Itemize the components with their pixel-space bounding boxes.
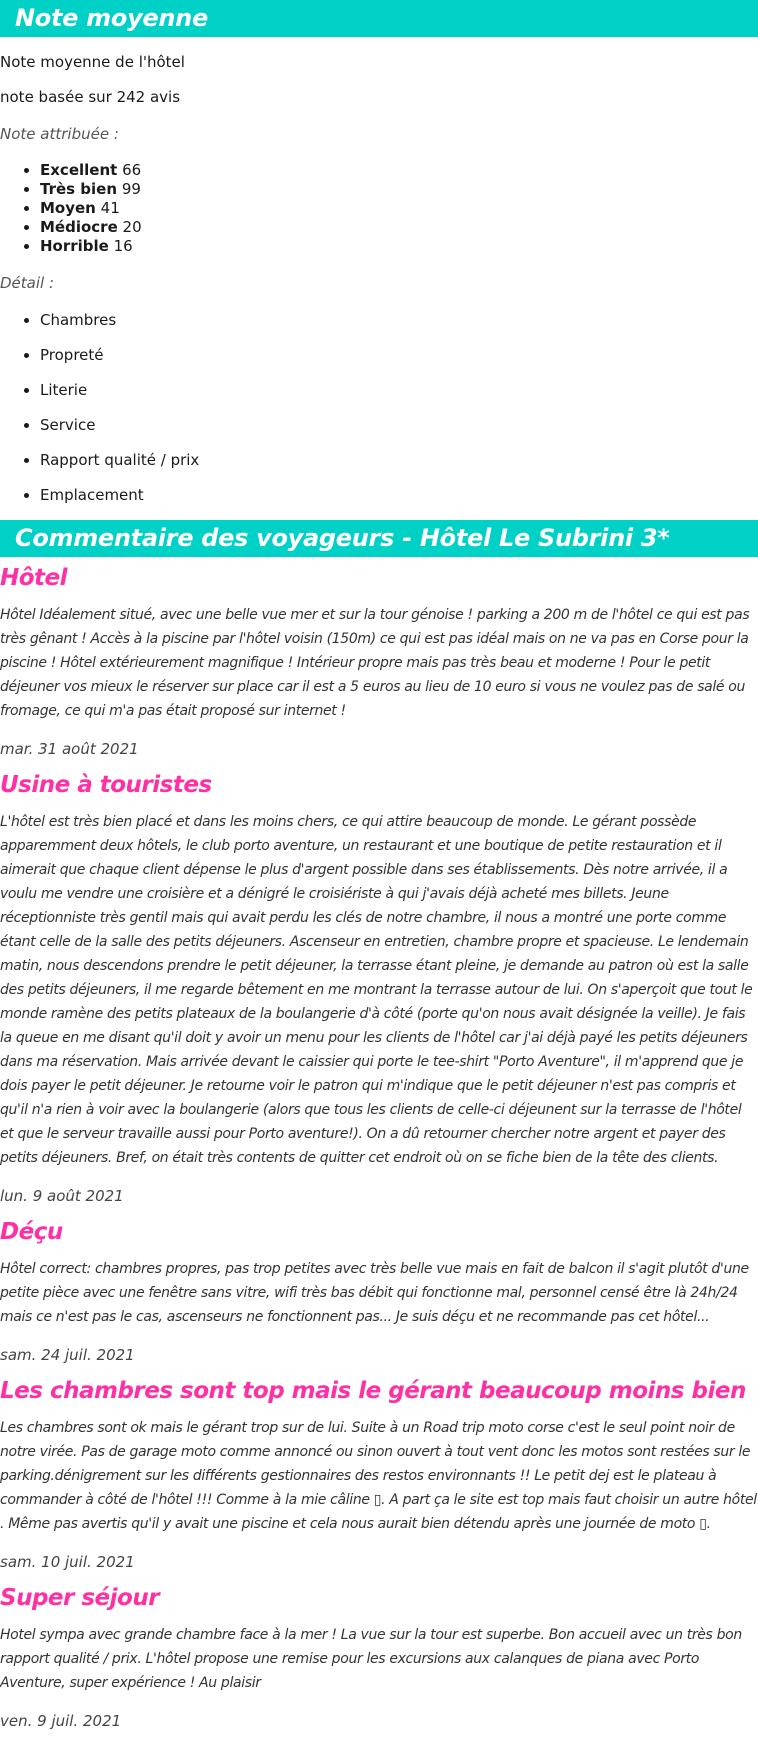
- review-title: Déçu: [0, 1219, 63, 1245]
- rating-name: Excellent: [40, 161, 118, 179]
- detail-item: • Service: [40, 415, 758, 435]
- review-text: Hotel sympa avec grande chambre face à la mer ! La vue sur la tour est superbe. Bon accueil avec un très bon rapport qualité / prix. L'hôtel propose une remise pour les excursions aux calanques de piana avec Porto Aventure, super expérience ! Au plaisir: [0, 1627, 742, 1691]
- rating-name: Horrible: [40, 237, 109, 255]
- detail-item: • Rapport qualité / prix: [40, 450, 758, 470]
- rating-count: 66: [122, 161, 142, 179]
- review-text: Hôtel Idéalement situé, avec une belle vue mer et sur la tour génoise ! parking a 200 m de l'hôtel ce qui est pas très gênant ! Accès à la piscine par l'hôtel voisin (150m) ce qui est pas idéal mais on ne va pas en Corse pour la piscine ! Hôtel extérieurement magnifique ! Intérieur propre mais pas très beau et moderne ! Pour le petit déjeuner vos mieux le réserver sur place car il est a 5 euros au lieu de 10 euro si vous ne voulez pas de salé ou fromage, ce qui m'a pas était proposé sur internet !: [0, 607, 750, 719]
- review-title: Hôtel: [0, 565, 68, 591]
- detail-item: • Emplacement: [40, 485, 758, 505]
- review: [0, 563, 758, 759]
- details-label: Détail :: [0, 274, 55, 292]
- review-text: L'hôtel est très bien placé et dans les moins chers, ce qui attire beaucoup de monde. Le gérant possède apparemment deux hôtels, le club porto aventure, un restaurant et une boutique de petite restauration et il aimerait que chaque client dépense le plus d'argent possible dans ses établissements. Dès notre arrivée, il a voulu me vendre une croisière et a dénigré le croisiériste à qui j'avais déjà acheté mes billets. Jeune réceptionniste très gentil mais qui avait perdu les clés de notre chambre, il nous a montré une porte comme étant celle de la salle des petits déjeuners. Ascenseur en entretien, chambre propre et spacieuse. Le lendemain matin, nous descendons prendre le petit déjeuner, la terrasse étant pleine, je demande au patron où est la salle des petits déjeuners, il me regarde bêtement en me montrant la terrasse autour de lui. On s'aperçoit que tout le monde ramène des petits plateaux de la boulangerie d'à côté (porte qu'on nous avait désignée la veille). Je fais la queue en me disant qu'il doit y avoir un menu pour les clients de l'hôtel car j'ai déjà payé les petits déjeuners dans ma réservation. Mais arrivée devant le caissier qui porte le tee-shirt "Porto Aventure", il m'apprend que je dois payer le petit déjeuner. Je retourne voir le patron qui m'indique que le petit déjeuner n'est pas compris et qu'il n'a rien à voir avec la boulangerie (alors que tous les clients de celle-ci déjeunent sur la terrasse de l'hôtel et que le serveur travaille aussi pour Porto aventure!). On a dû retourner chercher notre argent et payer des petits déjeuners. Bref, on était très contents de quitter cet endroit où on se fiche bien de la tête des clients.: [0, 814, 753, 1166]
- review-date: sam. 10 juil. 2021: [0, 1553, 135, 1571]
- rating-excellent: [40, 161, 758, 180]
- ratings-list: [0, 161, 758, 256]
- review-date: lun. 9 août 2021: [0, 1187, 124, 1205]
- average-rating-section: [0, 0, 758, 505]
- detail-item: • Chambres: [40, 310, 758, 330]
- rating-name: Moyen: [40, 199, 96, 217]
- review-date: sam. 24 juil. 2021: [0, 1346, 135, 1364]
- average-rating-header: Note moyenne: [0, 0, 758, 37]
- detail-item: • Propreté: [40, 345, 758, 365]
- hotel-rating-label: Note moyenne de l'hôtel: [0, 53, 185, 71]
- rating-horrible: [40, 237, 758, 256]
- rating-moyen: [40, 199, 758, 218]
- rating-count: 20: [122, 218, 142, 236]
- review: [0, 1217, 758, 1365]
- details-list: [0, 310, 758, 505]
- rating-name: Médiocre: [40, 218, 118, 236]
- review: [0, 1376, 758, 1572]
- reviews-header: Commentaire des voyageurs - Hôtel Le Subrini 3*: [0, 520, 758, 557]
- review-count-text: note basée sur 242 avis: [0, 88, 181, 106]
- rating-count: 99: [121, 180, 141, 198]
- review-title: Super séjour: [0, 1585, 160, 1611]
- rating-count: 16: [113, 237, 133, 255]
- review-title: Les chambres sont top mais le gérant beaucoup moins bien: [0, 1378, 746, 1404]
- review-title: Usine à touristes: [0, 772, 212, 798]
- review-date: ven. 9 juil. 2021: [0, 1712, 122, 1730]
- reviews-section: [0, 520, 758, 1731]
- rating-name: Très bien: [40, 180, 118, 198]
- rating-tres-bien: [40, 180, 758, 199]
- detail-item: • Literie: [40, 380, 758, 400]
- ratings-label: Note attribuée :: [0, 125, 119, 143]
- review-date: mar. 31 août 2021: [0, 740, 139, 758]
- rating-mediocre: [40, 218, 758, 237]
- review-text: Les chambres sont ok mais le gérant trop sur de lui. Suite à un Road trip moto corse c'est le seul point noir de notre virée. Pas de garage moto comme annoncé ou sinon ouvert à tout vent donc les motos sont restées sur le parking.dénigrement sur les différents gestionnaires des restos environnants !! Le petit dej est le plateau à commander à côté de l'hôtel !!! Comme à la mie câline ▯. A part ça le site est top mais faut choisir un autre hôtel . Même pas avertis qu'il y avait une piscine et cela nous aurait bien détendu après une journée de moto ▯.: [0, 1420, 757, 1532]
- review-text: Hôtel correct: chambres propres, pas trop petites avec très belle vue mais en fait de balcon il s'agit plutôt d'une petite pièce avec une fenêtre sans vitre, wifi très bas débit qui fonctionne mal, personnel censé être là 24h/24 mais ce n'est pas le cas, ascenseurs ne fonctionnent pas... Je suis déçu et ne recommande pas cet hôtel...: [0, 1261, 749, 1325]
- review: [0, 770, 758, 1206]
- rating-count: 41: [100, 199, 120, 217]
- review: [0, 1583, 758, 1731]
